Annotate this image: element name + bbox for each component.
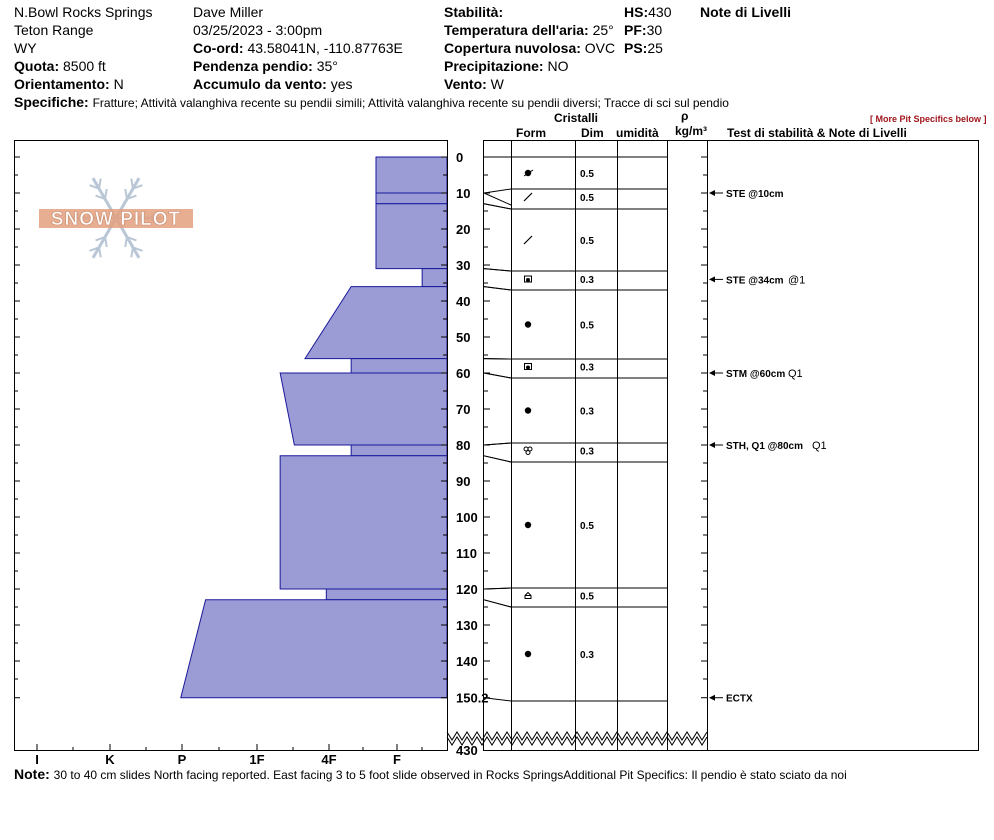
air-temp-label: Temperatura dell'aria: (444, 22, 589, 38)
sky-value: OVC (584, 40, 616, 56)
hardness-tick-label: F (393, 752, 401, 767)
elevation-label: Quota: (14, 58, 60, 74)
moisture-heading: umidità (616, 126, 659, 140)
decomposing-fragments-icon (524, 236, 532, 244)
test-arrow-head (709, 276, 715, 282)
grain-size-label: 0.3 (580, 446, 594, 458)
hardness-layer-bar (181, 600, 447, 698)
stability-test-label: STE @34cm (726, 275, 784, 287)
stability-test-label: ECTX (726, 693, 753, 705)
diagram-frames (15, 140, 979, 751)
hardness-tick-label: 4F (321, 752, 337, 767)
hardness-tick-label: K (105, 752, 115, 767)
slope-value: 35° (316, 58, 338, 74)
snowflake-branch (105, 189, 107, 199)
aspect-label: Orientamento: (14, 76, 110, 92)
aspect-value: N (113, 76, 124, 92)
depth-tick-label: 20 (456, 222, 471, 237)
hardness-axis (35, 744, 422, 767)
grain-size-label: 0.3 (580, 406, 594, 418)
depth-tick-label: 50 (456, 330, 471, 345)
grain-size-label: 0.3 (580, 275, 594, 286)
grain-size-label: 0.5 (580, 591, 594, 603)
hardness-tick-label: P (177, 752, 187, 767)
note-label: Note: (14, 766, 50, 782)
stability-test-extra: @1 (788, 274, 806, 287)
grain-size-label: 0.3 (580, 650, 594, 661)
hardness-layer-bar (351, 445, 447, 456)
pf-label: PF: (624, 22, 647, 38)
total-depth-label: 430 (456, 743, 478, 758)
coord-value: 43.58041N, -110.87763E (247, 40, 403, 56)
depth-tick-label: 150.2 (456, 690, 489, 706)
observation-datetime: 03/25/2023 - 3:00pm (193, 22, 323, 38)
specifics-value: Fratture; Attività valanghiva recente su pendii simili; Attività valanghiva recente su pendii diversi; Tracce di sci sul pendio (92, 96, 729, 110)
test-arrow-head (709, 695, 715, 701)
grain-size-label: 0.3 (580, 362, 594, 374)
hardness-layer-bar (376, 204, 447, 269)
depth-tick-label: 140 (456, 654, 478, 669)
layer-connector (484, 193, 511, 205)
snowflake-branch (125, 189, 127, 199)
depth-tick-label: 110 (456, 546, 477, 561)
coord-label: Co-ord: (193, 40, 244, 56)
more-specifics-link[interactable]: [ More Pit Specifics below ] (870, 114, 987, 124)
precip-value: NO (547, 58, 569, 74)
wind-loading-label: Accumulo da vento: (193, 76, 327, 92)
wind-value: W (490, 76, 504, 92)
snowflake-branch (99, 247, 101, 257)
clustered-melt-forms-icon (526, 451, 530, 455)
snowpilot-logo (39, 178, 193, 258)
decomposing-fragments-icon (524, 193, 532, 201)
density-unit-heading: kg/m³ (675, 124, 708, 138)
depth-tick-label: 80 (456, 438, 471, 453)
air-temp-value: 25° (592, 22, 614, 38)
specifics-label: Specifiche: (14, 94, 89, 110)
hardness-layer-bar (376, 157, 447, 193)
stability-test-label: STE @10cm (726, 189, 784, 200)
melt-freeze-crust-icon (526, 278, 530, 282)
note-row (14, 766, 847, 783)
layer-connector (484, 443, 511, 445)
observer-name: Dave Miller (193, 4, 264, 20)
slope-label: Pendenza pendio: (193, 58, 313, 74)
hardness-layer-bar (280, 373, 447, 445)
depth-tick-label: 60 (456, 366, 471, 381)
depth-hoar-icon (525, 593, 531, 599)
layer-connector (484, 588, 511, 589)
test-arrow-head (709, 442, 715, 448)
wind-label: Vento: (444, 76, 487, 92)
stability-test-label: STM @60cm (726, 369, 786, 380)
wind-loading-value: yes (330, 76, 353, 92)
snowflake-branch (131, 247, 133, 257)
rounded-grains-icon (525, 651, 531, 657)
stability-test-label: STH, Q1 @80cm (726, 441, 804, 452)
precip-label: Precipitazione: (444, 58, 544, 74)
layer-connector (484, 269, 511, 271)
stability-test-extra: Q1 (812, 440, 827, 452)
rounded-grains-icon (525, 321, 531, 327)
melt-freeze-crust-icon (526, 366, 530, 370)
layer-connector (484, 456, 511, 462)
test-arrow-head (709, 370, 715, 376)
tests-notes-heading: Test di stabilità & Note di Livelli (727, 126, 907, 140)
hardness-layer-bar (351, 359, 447, 373)
grain-size-label: 0.5 (580, 320, 594, 332)
snowflake-branch (125, 237, 127, 247)
depth-tick-label: 120 (456, 582, 478, 597)
rho-heading: ρ (681, 109, 689, 123)
hardness-layer-bar (280, 456, 447, 589)
snowflake-branch (131, 179, 133, 189)
form-heading: Form (516, 126, 546, 140)
depth-tick-label: 130 (456, 618, 478, 633)
snowflake-branch (105, 237, 107, 247)
hardness-layer-bar (305, 287, 447, 359)
hardness-layer-bar (326, 589, 447, 600)
grain-size-label: 0.5 (580, 521, 594, 532)
depth-tick-label: 70 (456, 402, 471, 417)
hardness-tick-label: I (35, 752, 39, 767)
stability-test-extra: Q1 (788, 368, 803, 380)
state-name: WY (14, 40, 37, 56)
layer-connector (484, 287, 511, 290)
sky-label: Copertura nuvolosa: (444, 40, 581, 56)
snowflake-branch (99, 179, 101, 189)
hs-value: 430 (648, 4, 672, 20)
depth-tick-label: 90 (456, 474, 471, 489)
layer-notes-heading: Note di Livelli (700, 4, 792, 20)
hardness-layer-bar (376, 193, 447, 204)
layer-connector (484, 600, 511, 607)
elevation-value: 8500 ft (63, 58, 106, 74)
depth-tick-label: 0 (456, 150, 464, 165)
ps-label: PS: (624, 40, 648, 56)
note-value: 30 to 40 cm slides North facing reported. East facing 3 to 5 foot slide observed in Rocks SpringsAdditional Pit Specifics: Il pendio è stato sciato da noi (53, 768, 847, 782)
depth-tick-label: 30 (456, 258, 471, 273)
grain-size-label: 0.5 (580, 169, 594, 180)
logo-text: SNOW PILOT (50, 209, 182, 230)
depth-tick-label: 10 (456, 186, 471, 201)
layer-connector (484, 189, 511, 193)
depth-tick-label: 40 (456, 294, 471, 309)
test-arrow-head (709, 190, 715, 196)
size-heading: Dim (581, 126, 604, 140)
layer-connector (484, 373, 511, 378)
hardness-tick-label: 1F (249, 752, 265, 767)
stability-label: Stabilità: (444, 4, 504, 20)
location-name: N.Bowl Rocks Springs (14, 4, 153, 20)
rounded-grains-icon (525, 522, 531, 528)
tests-column (709, 189, 827, 705)
hardness-profile (181, 157, 447, 698)
rounded-grains-icon (525, 407, 531, 413)
ps-value: 25 (647, 40, 663, 56)
depth-tick-label: 100 (456, 510, 478, 525)
layer-connector (484, 204, 511, 209)
hardness-layer-bar (422, 269, 447, 287)
pf-value: 30 (646, 22, 663, 38)
grain-size-label: 0.5 (580, 236, 594, 247)
range-name: Teton Range (14, 22, 94, 38)
grain-size-label: 0.5 (580, 193, 594, 204)
hs-label: HS: (624, 4, 649, 20)
crystals-heading: Cristalli (554, 111, 599, 125)
